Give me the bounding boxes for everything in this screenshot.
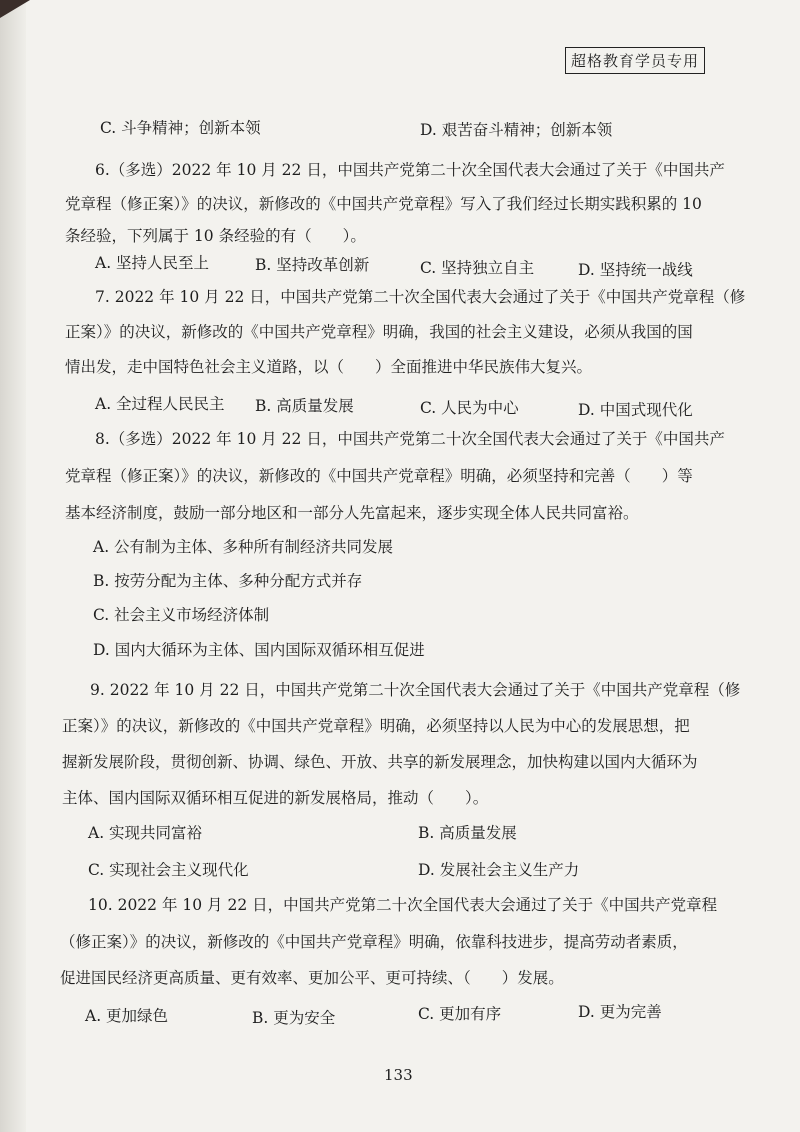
q9-option-a: A. 实现共同富裕 (88, 824, 203, 842)
q5-option-c: C. 斗争精神；创新本领 (100, 119, 261, 137)
page-corner (0, 0, 30, 18)
q8-option-b: B. 按劳分配为主体、多种分配方式并存 (93, 572, 363, 590)
q10-line-1: 10. 2022 年 10 月 22 日，中国共产党第二十次全国代表大会通过了关于《中国共产党章程 (88, 896, 718, 914)
page-edge-shadow (0, 0, 26, 1132)
q7-line-3: 情出发，走中国特色社会主义道路，以（ ）全面推进中华民族伟大复兴。 (65, 358, 593, 376)
q7-line-2: 正案）》的决议，新修改的《中国共产党章程》明确，我国的社会主义建设，必须从我国的国 (65, 323, 693, 341)
q9-option-b: B. 高质量发展 (418, 824, 517, 842)
q10-option-a: A. 更加绿色 (85, 1007, 169, 1025)
q9-option-d: D. 发展社会主义生产力 (418, 861, 580, 879)
q6-option-c: C. 坚持独立自主 (420, 259, 535, 277)
q6-option-a: A. 坚持人民至上 (95, 254, 210, 272)
q10-line-2: （修正案）》的决议，新修改的《中国共产党章程》明确，依靠科技进步，提高劳动者素质， (60, 933, 688, 951)
q10-option-b: B. 更为安全 (252, 1009, 336, 1027)
q7-option-d: D. 中国式现代化 (578, 401, 693, 419)
q9-line-4: 主体、国内国际双循环相互促进的新发展格局，推动（ ）。 (62, 789, 489, 807)
q10-line-3: 促进国民经济更高质量、更有效率、更加公平、更可持续、（ ）发展。 (60, 969, 564, 987)
q6-line-2: 党章程（修正案）》的决议，新修改的《中国共产党章程》写入了我们经过长期实践积累的 10 (65, 195, 702, 213)
q5-option-d: D. 艰苦奋斗精神；创新本领 (420, 121, 613, 139)
q10-option-d: D. 更为完善 (578, 1003, 662, 1021)
q9-line-2: 正案）》的决议，新修改的《中国共产党章程》明确，必须坚持以人民为中心的发展思想，把 (62, 717, 690, 735)
q9-option-c: C. 实现社会主义现代化 (88, 861, 249, 879)
q7-line-1: 7. 2022 年 10 月 22 日，中国共产党第二十次全国代表大会通过了关于《中国共产党章程（修 (95, 288, 746, 306)
q8-line-3: 基本经济制度，鼓励一部分地区和一部分人先富起来，逐步实现全体人民共同富裕。 (65, 504, 639, 522)
header-stamp: 超格教育学员专用 (565, 47, 705, 74)
q9-line-1: 9. 2022 年 10 月 22 日，中国共产党第二十次全国代表大会通过了关于《中国共产党章程（修 (90, 681, 741, 699)
q6-option-b: B. 坚持改革创新 (255, 256, 370, 274)
q8-option-a: A. 公有制为主体、多种所有制经济共同发展 (93, 538, 394, 556)
q6-line-3: 条经验，下列属于 10 条经验的有（ ）。 (65, 227, 366, 245)
page-number: 133 (384, 1066, 413, 1084)
q7-option-a: A. 全过程人民民主 (95, 395, 225, 413)
q8-option-c: C. 社会主义市场经济体制 (93, 606, 270, 624)
q10-option-c: C. 更加有序 (418, 1005, 502, 1023)
q7-option-b: B. 高质量发展 (255, 397, 354, 415)
q8-line-1: 8.（多选）2022 年 10 月 22 日，中国共产党第二十次全国代表大会通过了关于《中国共产 (95, 430, 725, 448)
q7-option-c: C. 人民为中心 (420, 399, 519, 417)
q8-option-d: D. 国内大循环为主体、国内国际双循环相互促进 (93, 641, 425, 659)
q8-line-2: 党章程（修正案）》的决议，新修改的《中国共产党章程》明确，必须坚持和完善（ ）等 (65, 467, 693, 485)
q6-line-1: 6.（多选）2022 年 10 月 22 日，中国共产党第二十次全国代表大会通过了关于《中国共产 (95, 161, 725, 179)
q6-option-d: D. 坚持统一战线 (578, 261, 693, 279)
q9-line-3: 握新发展阶段，贯彻创新、协调、绿色、开放、共享的新发展理念，加快构建以国内大循环为 (62, 753, 698, 771)
